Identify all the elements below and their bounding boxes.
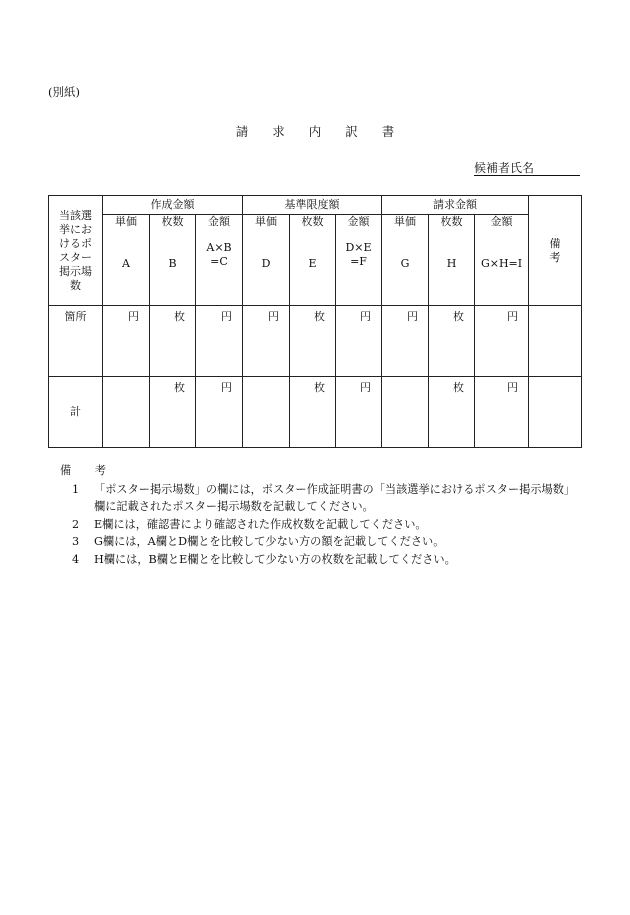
claim-breakdown-table	[48, 195, 582, 448]
col-header-i: 金額 G×H=I	[475, 215, 529, 306]
cell-c[interactable]: 円	[196, 306, 243, 377]
cell-g[interactable]: 円	[382, 306, 429, 377]
col-header-d: 単価 D	[243, 215, 290, 306]
col-header-g: 単価 G	[382, 215, 429, 306]
col-header-f: 金額 D×E =F	[336, 215, 382, 306]
total-cell-d[interactable]	[243, 377, 290, 448]
row-label-total: 計	[49, 377, 103, 448]
notes-section	[60, 462, 584, 568]
cell-i[interactable]: 円	[475, 306, 529, 377]
col-header-a: 単価 A	[103, 215, 150, 306]
total-cell-g[interactable]	[382, 377, 429, 448]
cell-b[interactable]: 枚	[150, 306, 196, 377]
group-header-production: 作成金額	[103, 196, 243, 215]
note-item: 1 「ポスター掲示場数」の欄には，ポスター作成証明書の「当該選挙におけるポスター掲示場数」欄に記載されたポスター掲示場数を記載してください。	[72, 482, 576, 513]
cell-a[interactable]: 円	[103, 306, 150, 377]
remarks-header: 備 考	[529, 196, 582, 306]
document-title: 請 求 内 訳 書	[235, 124, 405, 139]
poster-board-count-header: 当該選 挙にお けるポ スター 掲示場 数	[49, 196, 103, 306]
total-cell-h[interactable]: 枚	[429, 377, 475, 448]
group-header-limit: 基準限度額	[243, 196, 382, 215]
col-header-c: 金額 A×B =C	[196, 215, 243, 306]
group-header-claim: 請求金額	[382, 196, 529, 215]
note-item: 4 H欄には，B欄とE欄とを比較して少ない方の枚数を記載してください。	[72, 552, 456, 566]
table-row	[49, 306, 582, 377]
col-header-b: 枚数 B	[150, 215, 196, 306]
total-cell-a[interactable]	[103, 377, 150, 448]
total-cell-i[interactable]: 円	[475, 377, 529, 448]
col-header-e: 枚数 E	[290, 215, 336, 306]
note-item: 3 G欄には，A欄とD欄とを比較して少ない方の額を記載してください。	[72, 535, 445, 548]
table-row-total	[49, 377, 582, 448]
total-cell-f[interactable]: 円	[336, 377, 382, 448]
total-cell-b[interactable]: 枚	[150, 377, 196, 448]
cell-e[interactable]: 枚	[290, 306, 336, 377]
notes-heading: 備 考	[60, 464, 116, 477]
col-header-h: 枚数 H	[429, 215, 475, 306]
total-cell-remarks[interactable]	[529, 377, 582, 448]
cell-h[interactable]: 枚	[429, 306, 475, 377]
cell-d[interactable]: 円	[243, 306, 290, 377]
cell-remarks[interactable]	[529, 306, 582, 377]
candidate-name-field[interactable]: 候補者氏名	[474, 161, 580, 176]
attachment-label: (別紙)	[48, 85, 80, 99]
total-cell-c[interactable]: 円	[196, 377, 243, 448]
note-item: 2 E欄には，確認書により確認された作成枚数を記載してください。	[72, 517, 427, 531]
cell-f[interactable]: 円	[336, 306, 382, 377]
total-cell-e[interactable]: 枚	[290, 377, 336, 448]
row-label-locations: 箇所	[49, 306, 103, 377]
